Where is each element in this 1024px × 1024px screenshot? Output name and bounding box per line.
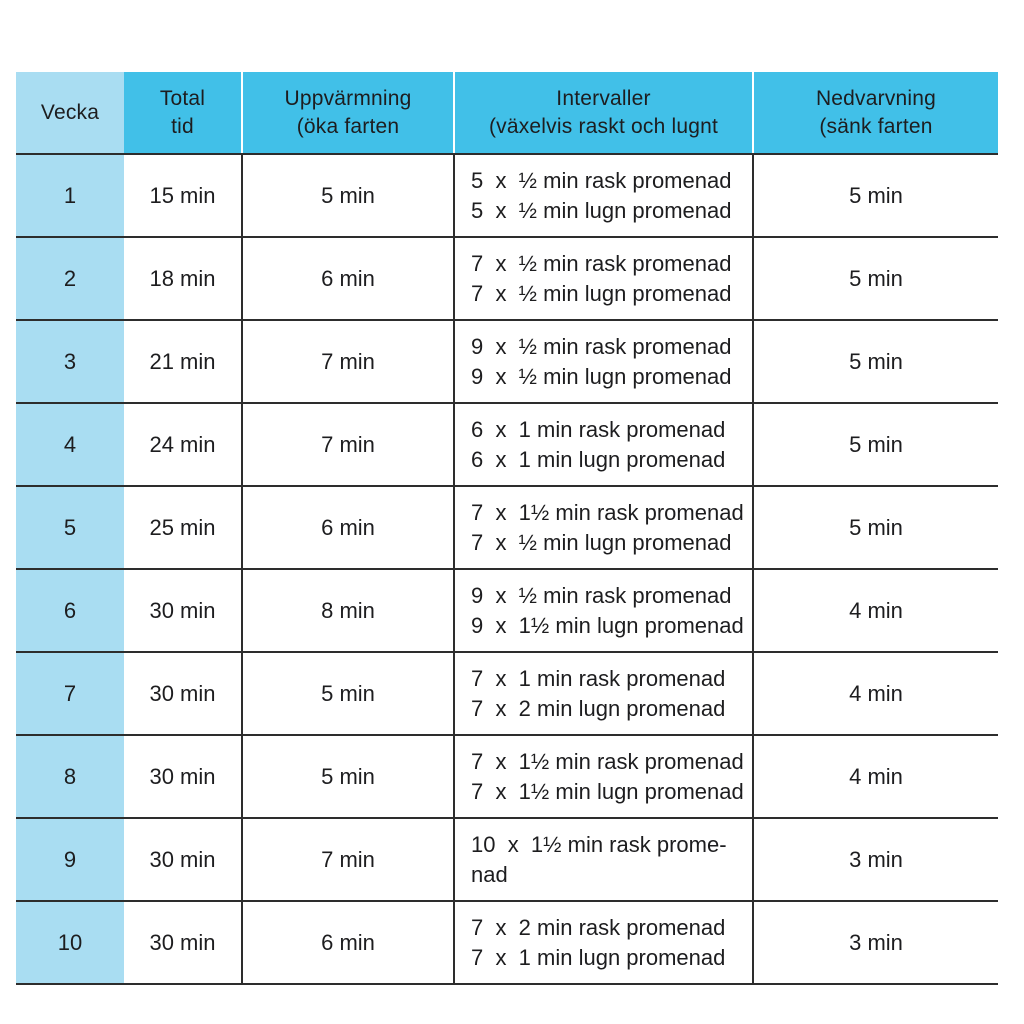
cell-total-time: 30 min — [149, 680, 216, 706]
cell-intervals — [453, 819, 752, 900]
header-cell-warmup — [241, 72, 453, 153]
table-row — [16, 902, 998, 985]
table-body — [16, 155, 998, 985]
table-header-row — [16, 72, 998, 155]
interval-line: 9 x ½ min lugn promenad — [471, 363, 732, 389]
cell-cooldown: 3 min — [752, 819, 998, 900]
cell-cooldown: 4 min — [752, 653, 998, 734]
header-cell-line: tid — [171, 114, 194, 138]
cell-warmup: 6 min — [241, 238, 453, 319]
cell-cooldown: 3 min — [752, 902, 998, 983]
header-cell-line: Intervaller — [556, 86, 651, 110]
table-row — [16, 819, 998, 902]
header-cell-line: Vecka — [40, 100, 100, 124]
interval-line: 7 x ½ min rask promenad — [471, 250, 732, 276]
cell-week-number: 8 — [16, 736, 124, 817]
table-row — [16, 570, 998, 653]
interval-line: 6 x 1 min rask promenad — [471, 416, 726, 442]
interval-line: 5 x ½ min rask promenad — [471, 167, 732, 193]
interval-line: 9 x ½ min rask promenad — [471, 333, 732, 359]
cell-intervals — [453, 404, 752, 485]
cell-week-number: 6 — [16, 570, 124, 651]
interval-line: 5 x ½ min lugn promenad — [471, 197, 732, 223]
cell-cooldown: 4 min — [752, 570, 998, 651]
table-row — [16, 404, 998, 487]
training-schedule-table — [16, 72, 998, 985]
table-row — [16, 487, 998, 570]
cell-cooldown: 5 min — [752, 487, 998, 568]
cell-warmup: 7 min — [241, 404, 453, 485]
cell-intervals — [453, 570, 752, 651]
header-cell-line: (sänk farten — [819, 114, 933, 138]
cell-warmup: 5 min — [241, 155, 453, 236]
cell-total-time: 18 min — [149, 265, 216, 291]
cell-total-time: 24 min — [149, 431, 216, 457]
cell-cooldown: 5 min — [752, 404, 998, 485]
cell-intervals — [453, 155, 752, 236]
cell-intervals — [453, 321, 752, 402]
cell-total-time: 15 min — [149, 182, 216, 208]
cell-intervals — [453, 902, 752, 983]
header-cell-line: Total — [159, 86, 206, 110]
cell-intervals — [453, 487, 752, 568]
cell-warmup: 5 min — [241, 736, 453, 817]
cell-warmup: 6 min — [241, 487, 453, 568]
table-row — [16, 321, 998, 404]
table-row — [16, 736, 998, 819]
interval-line: 7 x 1½ min lugn promenad — [471, 778, 744, 804]
header-cell-cooldown — [752, 72, 998, 153]
cell-week-number: 1 — [16, 155, 124, 236]
header-cell-line: Uppvärmning — [284, 86, 412, 110]
cell-warmup: 5 min — [241, 653, 453, 734]
cell-total-time: 25 min — [149, 514, 216, 540]
interval-line: 7 x 1 min rask promenad — [471, 665, 726, 691]
interval-line: 7 x ½ min lugn promenad — [471, 280, 732, 306]
cell-week-number: 5 — [16, 487, 124, 568]
interval-line: 7 x 1½ min rask promenad — [471, 499, 744, 525]
cell-total-time: 30 min — [149, 929, 216, 955]
interval-line: 6 x 1 min lugn promenad — [471, 446, 726, 472]
cell-cooldown: 5 min — [752, 321, 998, 402]
interval-line: 7 x 2 min rask promenad — [471, 914, 726, 940]
interval-line: 7 x 1½ min rask promenad — [471, 748, 744, 774]
cell-week-number: 3 — [16, 321, 124, 402]
cell-intervals — [453, 238, 752, 319]
cell-total-time: 21 min — [149, 348, 216, 374]
cell-warmup: 7 min — [241, 321, 453, 402]
interval-line: 7 x 1 min lugn promenad — [471, 944, 726, 970]
header-cell-line: (växelvis raskt och lugnt — [488, 114, 719, 138]
table-row — [16, 238, 998, 321]
table-row — [16, 155, 998, 238]
cell-week-number: 10 — [16, 902, 124, 983]
cell-cooldown: 4 min — [752, 736, 998, 817]
interval-line: 9 x 1½ min lugn promenad — [471, 612, 744, 638]
header-cell-intervals — [453, 72, 752, 153]
header-cell-total-time — [124, 72, 241, 153]
cell-total-time: 30 min — [149, 597, 216, 623]
cell-cooldown: 5 min — [752, 238, 998, 319]
cell-warmup: 6 min — [241, 902, 453, 983]
interval-line: 9 x ½ min rask promenad — [471, 582, 732, 608]
cell-week-number: 2 — [16, 238, 124, 319]
cell-week-number: 4 — [16, 404, 124, 485]
cell-warmup: 7 min — [241, 819, 453, 900]
header-cell-line: (öka farten — [296, 114, 400, 138]
cell-intervals — [453, 653, 752, 734]
cell-week-number: 7 — [16, 653, 124, 734]
cell-week-number: 9 — [16, 819, 124, 900]
cell-total-time: 30 min — [149, 846, 216, 872]
cell-cooldown: 5 min — [752, 155, 998, 236]
cell-warmup: 8 min — [241, 570, 453, 651]
interval-line: 10 x 1½ min rask prome- — [471, 831, 727, 857]
interval-line: nad — [471, 861, 508, 887]
header-cell-week — [16, 72, 124, 153]
header-cell-line: Nedvarvning — [815, 86, 937, 110]
cell-total-time: 30 min — [149, 763, 216, 789]
interval-line: 7 x ½ min lugn promenad — [471, 529, 732, 555]
interval-line: 7 x 2 min lugn promenad — [471, 695, 726, 721]
cell-intervals — [453, 736, 752, 817]
table-row — [16, 653, 998, 736]
